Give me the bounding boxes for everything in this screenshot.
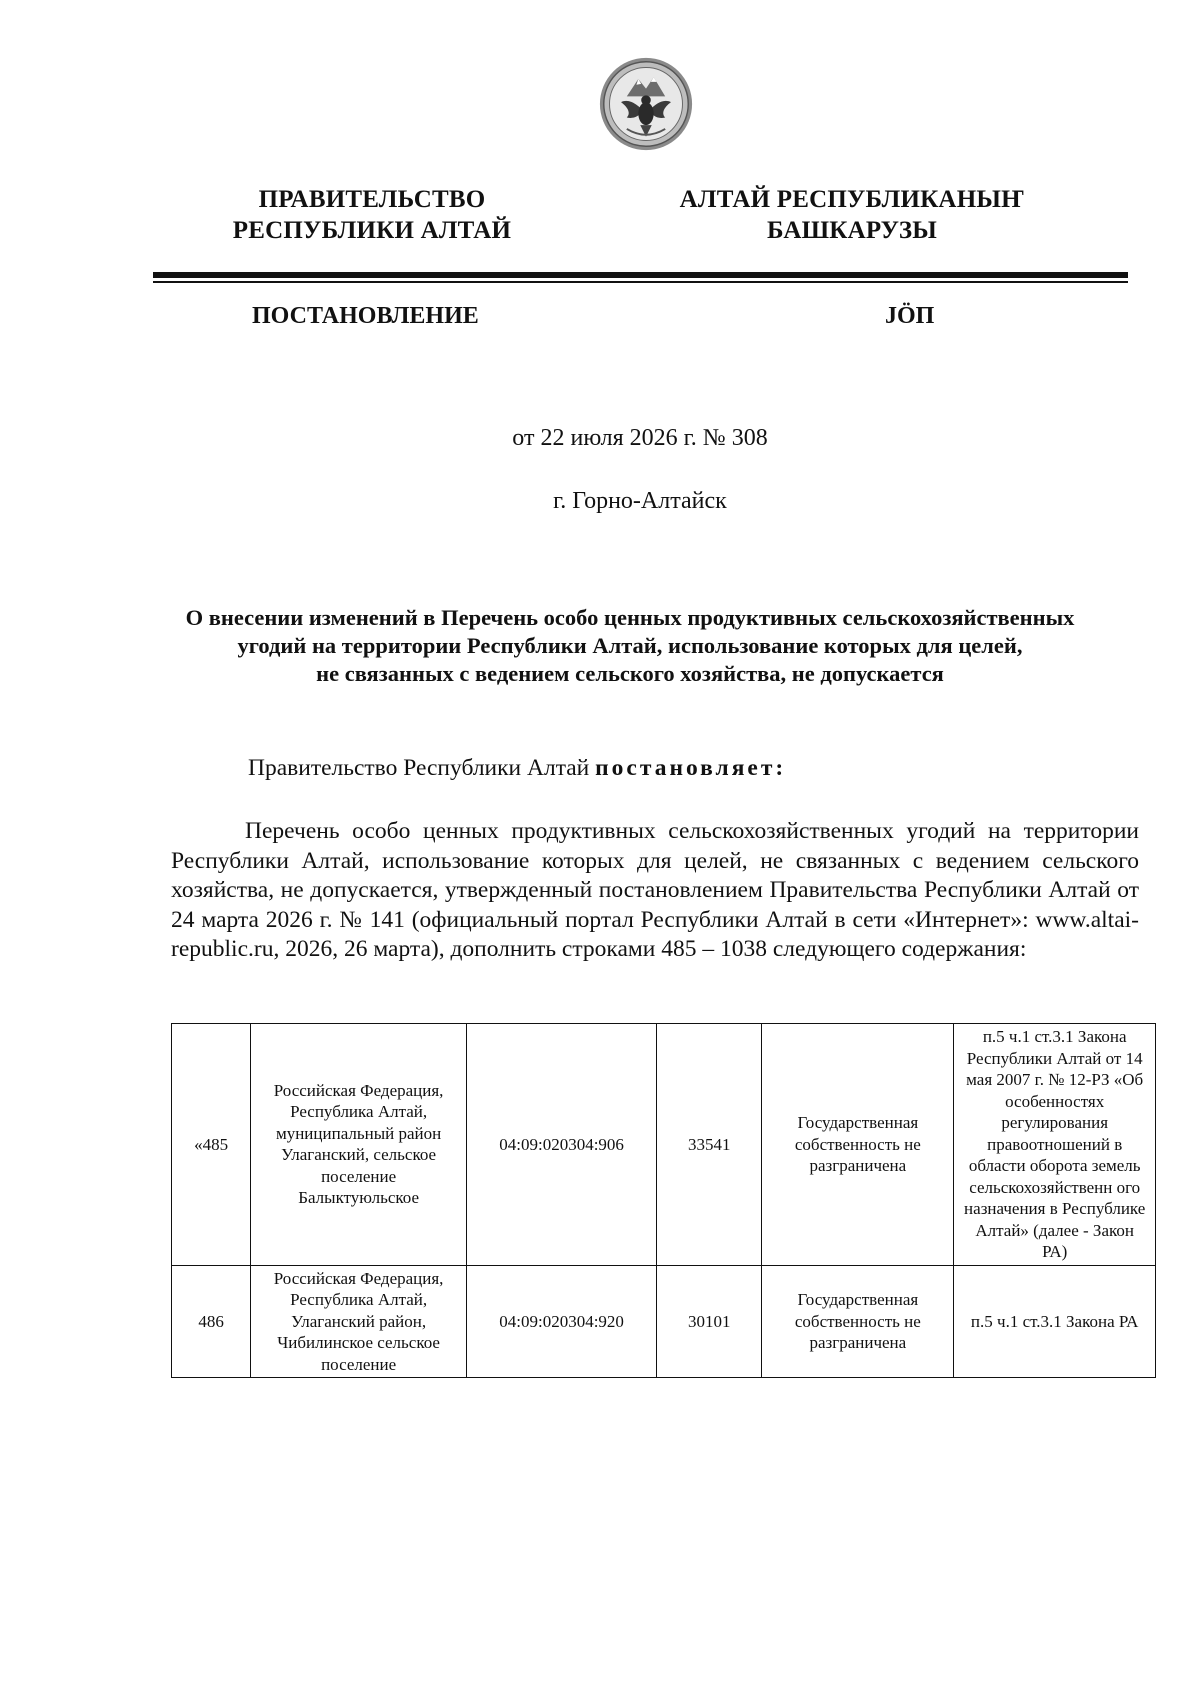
document-title — [130, 604, 1130, 688]
header-divider-thin — [153, 281, 1128, 283]
cell-area: 30101 — [657, 1265, 762, 1378]
lead-emphasis: постановляет: — [595, 755, 787, 781]
header-right-line2: БАШКАРУЗЫ — [766, 217, 938, 244]
lead-sentence — [248, 755, 786, 782]
header-left-line2: РЕСПУБЛИКИ АЛТАЙ — [232, 217, 512, 244]
table-row — [172, 1265, 1156, 1378]
cell-location: Российская Федерация, Республика Алтай, Улаганский район, Чибилинское сельское поселение — [251, 1265, 467, 1378]
parcels-table — [171, 1023, 1156, 1378]
cell-basis: п.5 ч.1 ст.3.1 Закона РА — [954, 1265, 1156, 1378]
cell-area: 33541 — [657, 1024, 762, 1266]
cell-number: «485 — [172, 1024, 251, 1266]
header-right — [642, 184, 1062, 246]
decree-city: г. Горно-Алтайск — [553, 488, 727, 514]
header-left-line1: ПРАВИТЕЛЬСТВО — [258, 186, 486, 213]
title-line3: не связанных с ведением сельского хозяйства, не допускается — [316, 661, 944, 686]
cell-number: 486 — [172, 1265, 251, 1378]
decree-label-ru: ПОСТАНОВЛЕНИЕ — [252, 303, 479, 329]
lead-text: Правительство Республики Алтай — [248, 755, 596, 781]
title-line1: О внесении изменений в Перечень особо ценных продуктивных сельскохозяйственных — [185, 605, 1075, 630]
coat-of-arms-icon — [598, 56, 694, 152]
cell-cadastral: 04:09:020304:920 — [467, 1265, 657, 1378]
cell-location: Российская Федерация, Республика Алтай, муниципальный район Улаганский, сельское поселение Балыктуюльское — [251, 1024, 467, 1266]
cell-ownership: Государственная собственность не разграничена — [762, 1265, 954, 1378]
header-left — [162, 184, 582, 246]
cell-ownership: Государственная собственность не разграничена — [762, 1024, 954, 1266]
decree-date: от 22 июля 2026 г. № 308 — [512, 425, 768, 451]
cell-cadastral: 04:09:020304:906 — [467, 1024, 657, 1266]
header-right-line1: АЛТАЙ РЕСПУБЛИКАНЫҤ — [679, 186, 1025, 213]
decree-label-alt: JÖП — [885, 303, 935, 329]
table-row — [172, 1024, 1156, 1266]
cell-basis: п.5 ч.1 ст.3.1 Закона Республики Алтай от 14 мая 2007 г. № 12-РЗ «Об особенностях регулирования правоотношений в области оборота земель сельскохозяйственн ого назначения в Республике Алтай» (далее - Закон РА) — [954, 1024, 1156, 1266]
body-paragraph: Перечень особо ценных продуктивных сельскохозяйственных угодий на территории Республики Алтай, использование которых для целей, не связанных с ведением сельского хозяйства, не допускается, утвержденный постановлением Правительства Республики Алтай от 24 марта 2026 г. № 141 (официальный портал Республики Алтай в сети «Интернет»: www.altai-republic.ru, 2026, 26 марта), дополнить строками 485 – 1038 следующего содержания: — [171, 818, 1139, 962]
header-divider-thick — [153, 272, 1128, 278]
title-line2: угодий на территории Республики Алтай, использование которых для целей, — [237, 633, 1023, 658]
